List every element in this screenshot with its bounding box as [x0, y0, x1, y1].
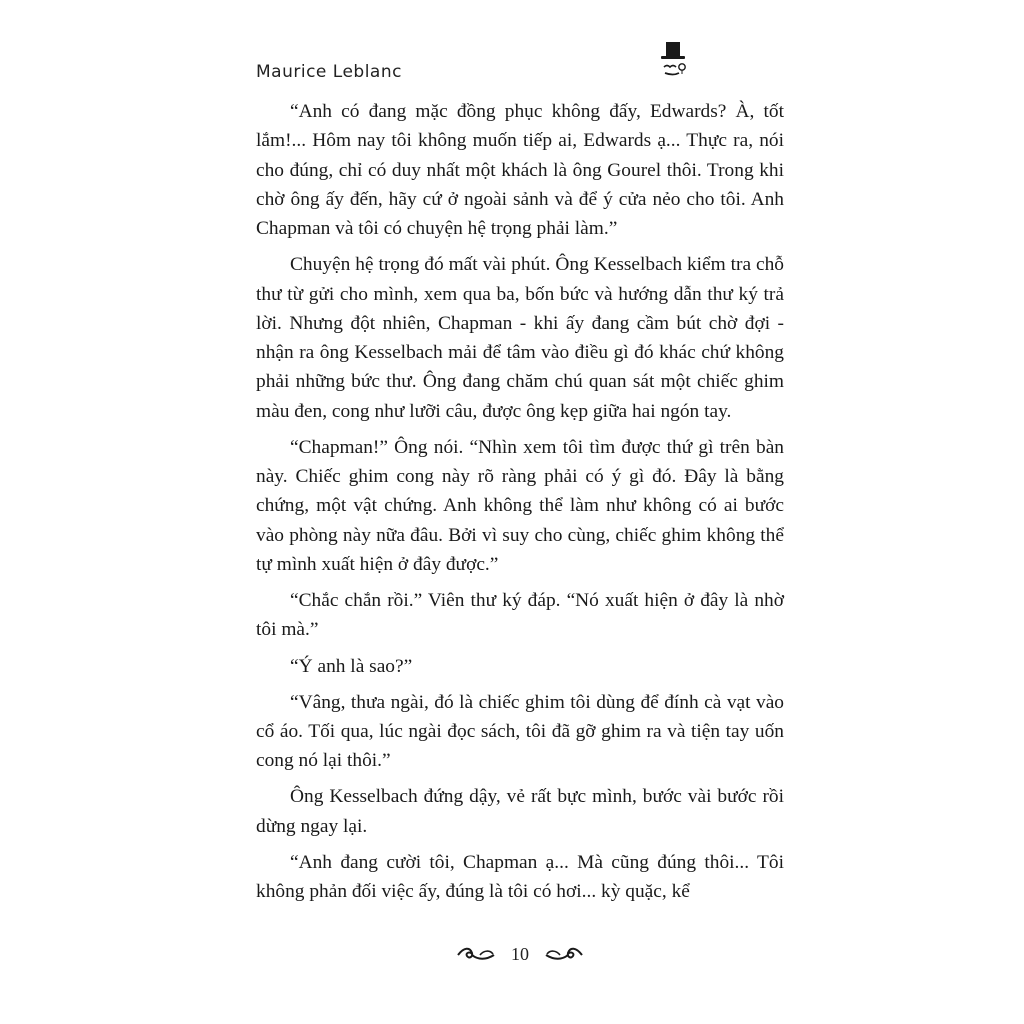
page-footer [456, 940, 584, 974]
paragraph-4: “Chắc chắn rồi.” Viên thư ký đáp. “Nó xuất hiện ở đây là nhờ tôi mà.” [256, 590, 784, 641]
paragraph-2: Chuyện hệ trọng đó mất vài phút. Ông Kesselbach kiểm tra chỗ thư từ gửi cho mình, xem qua ba, bốn bức và hướng dẫn thư ký trả lời. Nhưng đột nhiên, Chapman - khi ấy đang cầm bút chờ đợi - nhận ra ông Kesselbach mải để tâm vào điều gì đó khác chứ không phải những bức thư. Ông đang chăm chú quan sát một chiếc ghim màu đen, cong như lưỡi câu, được ông kẹp giữa hai ngón tay. [256, 254, 784, 422]
paragraph-1: “Anh có đang mặc đồng phục không đấy, Edwards? À, tốt lắm!... Hôm nay tôi không muốn tiếp ai, Edwards ạ... Thực ra, nói cho đúng, chỉ có duy nhất một khách là ông Gourel thôi. Trong khi chờ ông ấy đến, hãy cứ ở ngoài sảnh và để ý cửa nẻo cho tôi. Anh Chapman và tôi có chuyện hệ trọng phải làm.” [256, 101, 784, 240]
paragraph-3: “Chapman!” Ông nói. “Nhìn xem tôi tìm được thứ gì trên bàn này. Chiếc ghim cong này rõ ràng phải có ý gì đó. Đây là bằng chứng, một vật chứng. Anh không thể làm như không có ai bước vào phòng này nữa đâu. Bởi vì suy cho cùng, chiếc ghim không thể tự mình xuất hiện ở đây được.” [256, 436, 784, 576]
paragraph-6: “Vâng, thưa ngài, đó là chiếc ghim tôi dùng để đính cà vạt vào cổ áo. Tối qua, lúc ngài đọc sách, tôi đã gỡ ghim ra và tiện tay uốn cong nó lại thôi.” [256, 691, 784, 772]
author-name: Maurice Leblanc [256, 62, 402, 82]
page-number: 10 [511, 944, 529, 964]
page-body [256, 97, 784, 913]
running-header [256, 40, 786, 90]
paragraph-5: “Ý anh là sao?” [290, 655, 413, 677]
top-hat-monocle-icon [661, 40, 691, 82]
paragraph-7: Ông Kesselbach đứng dậy, vẻ rất bực mình, bước vài bước rồi dừng ngay lại. [256, 786, 784, 837]
paragraph-8: “Anh đang cười tôi, Chapman ạ... Mà cũng đúng thôi... Tôi không phản đối việc ấy, đúng là tôi có hơi... kỳ quặc, kể [256, 851, 784, 902]
scroll-ornament-icon [544, 945, 584, 965]
